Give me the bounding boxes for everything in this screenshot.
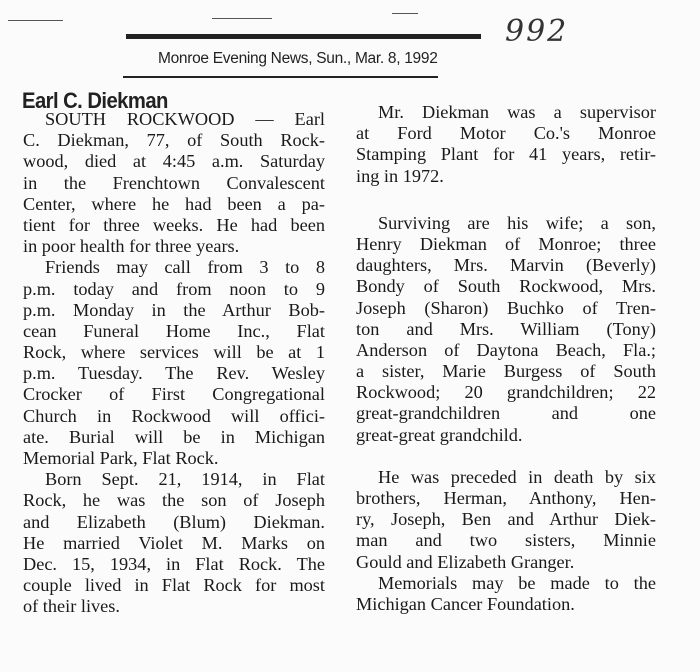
paragraph-line: couple lived in Flat Rock for most [23, 575, 325, 596]
paragraph-line: Rock, where services will be at 1 [23, 342, 325, 363]
paragraph-line: ing in 1972. [356, 165, 444, 186]
paragraph-line: He married Violet M. Marks on [23, 532, 325, 553]
scan-mark [392, 13, 418, 14]
masthead-bottom-rule [123, 76, 438, 78]
scan-mark [8, 20, 63, 21]
paragraph-line: great-great grandchild. [356, 424, 523, 445]
paragraph-line: p.m. today and from noon to 9 [23, 278, 325, 299]
paragraph-line: Born Sept. 21, 1914, in Flat [45, 469, 325, 490]
paragraph-line: Center, where he had been a pa- [23, 193, 325, 214]
paragraph-line: of their lives. [23, 596, 120, 617]
paragraph-line: SOUTH ROCKWOOD — Earl [45, 109, 325, 129]
paragraph-line: and Elizabeth (Blum) Diekman. [23, 511, 325, 532]
masthead-top-rule [126, 34, 481, 39]
paragraph-line: C. Diekman, 77, of South Rock- [23, 130, 325, 151]
paragraph-line: Dec. 15, 1934, in Flat Rock. The [23, 553, 325, 574]
paragraph-line: Mr. Diekman was a supervisor [378, 102, 656, 122]
paragraph-line: daughters, Mrs. Marvin (Beverly) [356, 255, 656, 276]
paragraph-line: Bondy of South Rockwood, Mrs. [356, 276, 656, 297]
paragraph-line: Memorial Park, Flat Rock. [23, 448, 219, 468]
paragraph-line: Joseph (Sharon) Buchko of Tren- [356, 297, 656, 318]
paragraph-line: p.m. Tuesday. The Rev. Wesley [23, 363, 325, 384]
paragraph-line: Anderson of Daytona Beach, Fla.; [356, 339, 656, 360]
paragraph-line: cean Funeral Home Inc., Flat [23, 320, 325, 341]
paragraph-line: ate. Burial will be in Michigan [23, 426, 325, 447]
paragraph-line: Stamping Plant for 41 years, retir- [356, 144, 656, 165]
paragraph-line: Memorials may be made to the [378, 572, 656, 593]
paragraph-line: great-grandchildren and one [356, 403, 656, 424]
paragraph-line: Rock, he was the son of Joseph [23, 490, 325, 511]
paragraph-line: in poor health for three years. [23, 236, 240, 257]
scan-mark [212, 18, 272, 19]
paragraph-line: Surviving are his wife; a son, [378, 212, 656, 233]
paragraph-line: ry, Joseph, Ben and Arthur Diek- [356, 509, 656, 530]
right-column [356, 102, 656, 615]
paragraph-line: Henry Diekman of Monroe; three [356, 233, 656, 254]
paragraph-line: p.m. Monday in the Arthur Bob- [23, 299, 325, 320]
paragraph-line: Friends may call from 3 to 8 [45, 257, 325, 278]
handwritten-number: 992 [505, 14, 569, 49]
paragraph-line: wood, died at 4:45 a.m. Saturday [23, 151, 325, 172]
obituary-headline: Earl C. Diekman [22, 88, 168, 113]
paragraph-line: Gould and Elizabeth Granger. [356, 551, 575, 572]
masthead: Monroe Evening News, Sun., Mar. 8, 1992 [158, 50, 438, 67]
paragraph-line: at Ford Motor Co.'s Monroe [356, 123, 656, 144]
paragraph-line: ton and Mrs. William (Tony) [356, 318, 656, 339]
paragraph-line: Church in Rockwood will offici- [23, 405, 325, 426]
paragraph-line: Michigan Cancer Foundation. [356, 593, 575, 614]
paragraph-line: man and two sisters, Minnie [356, 530, 656, 551]
paragraph-line: in the Frenchtown Convalescent [23, 172, 325, 193]
paragraph-line: tient for three weeks. He had been [23, 214, 325, 235]
left-column [23, 109, 325, 618]
paragraph-line: Rockwood; 20 grandchildren; 22 [356, 382, 656, 403]
paragraph-line: brothers, Herman, Anthony, Hen- [356, 488, 656, 508]
paragraph-line: a sister, Marie Burgess of South [356, 361, 656, 382]
paragraph-line: Crocker of First Congregational [23, 384, 325, 405]
paragraph-line: He was preceded in death by six [378, 466, 656, 487]
